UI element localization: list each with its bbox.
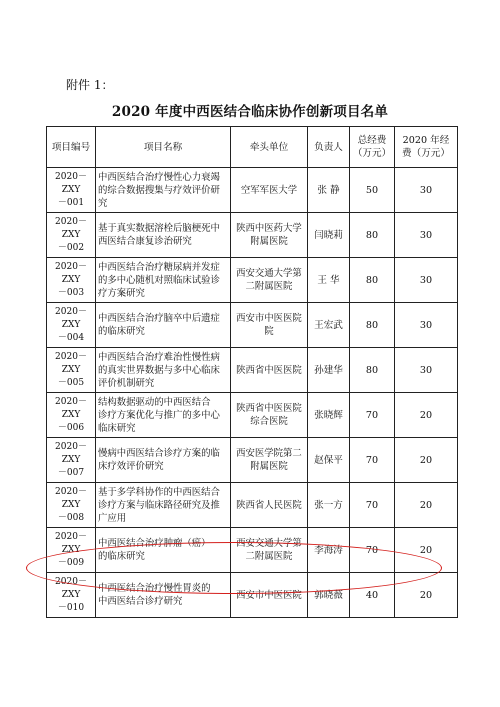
- cell-name: 中西医结合治疗慢性心力衰竭 的综合数据搜集与疗效评价研 究: [96, 168, 231, 213]
- cell-leader: 李海涛: [308, 528, 350, 573]
- cell-year: 30: [395, 258, 458, 303]
- cell-unit: 西安交通大学第 二附属医院: [231, 258, 308, 303]
- cell-year: 20: [395, 483, 458, 528]
- project-table: [46, 126, 458, 618]
- cell-leader: 赵保平: [308, 438, 350, 483]
- cell-name: 中西医结合治疗肿瘤（癌） 的临床研究: [96, 528, 231, 573]
- cell-leader: 闫晓莉: [308, 213, 350, 258]
- cell-code: 2020－ZXY －009: [47, 528, 96, 573]
- cell-unit: 空军军医大学: [231, 168, 308, 213]
- cell-year: 30: [395, 303, 458, 348]
- table-row: [47, 483, 458, 528]
- cell-year: 20: [395, 438, 458, 483]
- cell-year: 20: [395, 528, 458, 573]
- cell-code: 2020－ZXY －004: [47, 303, 96, 348]
- cell-code: 2020－ZXY －010: [47, 573, 96, 618]
- document-title: 2020 年度中西医结合临床协作创新项目名单: [111, 104, 389, 120]
- cell-name: 慢病中西医结合诊疗方案的临 床疗效评价研究: [96, 438, 231, 483]
- table-row: [47, 258, 458, 303]
- cell-unit: 西安交通大学第 二附属医院: [231, 528, 308, 573]
- cell-total: 70: [350, 528, 395, 573]
- cell-total: 70: [350, 483, 395, 528]
- cell-leader: 郭晓薇: [308, 573, 350, 618]
- cell-year: 30: [395, 213, 458, 258]
- table-row: [47, 528, 458, 573]
- cell-total: 70: [350, 393, 395, 438]
- cell-total: 80: [350, 213, 395, 258]
- cell-name: 中西医结合治疗脑卒中后遗症 的临床研究: [96, 303, 231, 348]
- cell-year: 20: [395, 573, 458, 618]
- cell-leader: 张 静: [308, 168, 350, 213]
- header-name: 项目名称: [96, 127, 231, 168]
- cell-code: 2020－ZXY －007: [47, 438, 96, 483]
- table-row-highlighted: [47, 573, 458, 618]
- header-leader: 负责人: [308, 127, 350, 168]
- cell-name: 结构数据驱动的中西医结合 诊疗方案优化与推广的多中心 临床研究: [96, 393, 231, 438]
- cell-code: 2020－ZXY －002: [47, 213, 96, 258]
- cell-total: 80: [350, 348, 395, 393]
- header-code: 项目编号: [47, 127, 96, 168]
- header-unit: 牵头单位: [231, 127, 308, 168]
- cell-total: 70: [350, 438, 395, 483]
- cell-year: 30: [395, 168, 458, 213]
- cell-unit: 陕西省中医医院: [231, 348, 308, 393]
- cell-year: 30: [395, 348, 458, 393]
- cell-total: 80: [350, 303, 395, 348]
- cell-code: 2020－ZXY －005: [47, 348, 96, 393]
- cell-unit: 西安市中医医院: [231, 573, 308, 618]
- table-header-row: [47, 127, 458, 168]
- cell-total: 80: [350, 258, 395, 303]
- cell-code: 2020－ZXY －001: [47, 168, 96, 213]
- table-row: [47, 303, 458, 348]
- cell-code: 2020－ZXY －008: [47, 483, 96, 528]
- cell-total: 50: [350, 168, 395, 213]
- table-row: [47, 348, 458, 393]
- cell-leader: 孙建华: [308, 348, 350, 393]
- table-row: [47, 213, 458, 258]
- table-row: [47, 168, 458, 213]
- cell-unit: 陕西中医药大学 附属医院: [231, 213, 308, 258]
- cell-unit: 西安市中医医院 院: [231, 303, 308, 348]
- cell-name: 基于多学科协作的中西医结合 诊疗方案与临床路径研究及推 广应用: [96, 483, 231, 528]
- cell-unit: 陕西省人民医院: [231, 483, 308, 528]
- cell-name: 中西医结合治疗糖尿病并发症 的多中心随机对照临床试验诊 疗方案研究: [96, 258, 231, 303]
- cell-leader: 王 华: [308, 258, 350, 303]
- cell-name: 基于真实数据溶栓后脑梗死中 西医结合康复诊治研究: [96, 213, 231, 258]
- cell-leader: 张一方: [308, 483, 350, 528]
- cell-code: 2020－ZXY －006: [47, 393, 96, 438]
- cell-year: 20: [395, 393, 458, 438]
- cell-unit: 西安医学院第二 附属医院: [231, 438, 308, 483]
- cell-unit: 陕西省中医医院 综合医院: [231, 393, 308, 438]
- cell-leader: 张晓辉: [308, 393, 350, 438]
- cell-code: 2020－ZXY －003: [47, 258, 96, 303]
- header-year: 2020 年经 费（万元）: [395, 127, 458, 168]
- header-total: 总经费 （万元）: [350, 127, 395, 168]
- cell-name: 中西医结合治疗难治性慢性病 的真实世界数据与多中心临床 评价机制研究: [96, 348, 231, 393]
- cell-total: 40: [350, 573, 395, 618]
- cell-name: 中西医结合治疗慢性胃炎的 中西医结合诊疗研究: [96, 573, 231, 618]
- table-row: [47, 438, 458, 483]
- table-row: [47, 393, 458, 438]
- attachment-label: 附件 1：: [66, 78, 114, 92]
- cell-leader: 王宏武: [308, 303, 350, 348]
